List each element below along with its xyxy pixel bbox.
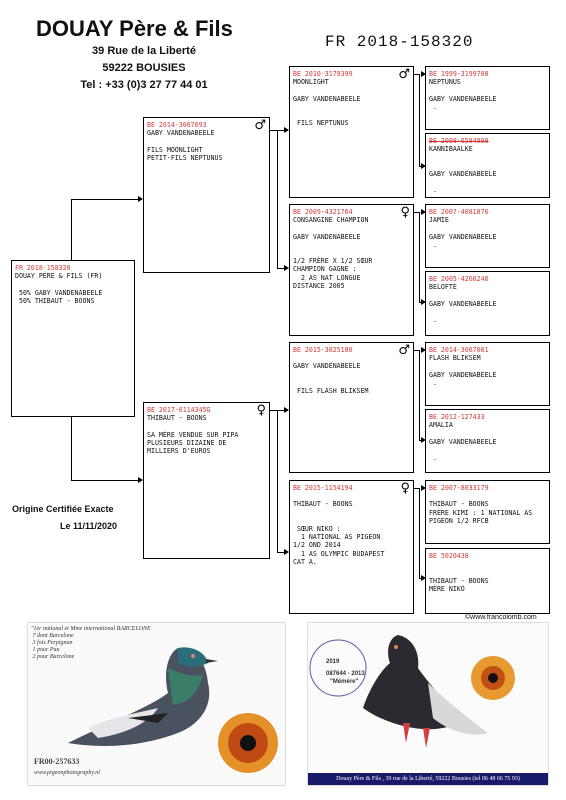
great-grandparent-card — [425, 204, 550, 268]
pigeon-photo-left — [27, 622, 286, 786]
female-icon: ♀ — [400, 205, 410, 220]
great-grandparent-card — [425, 548, 550, 614]
paternal-grandmother-card — [289, 204, 414, 336]
maternal-grandmother-card — [289, 480, 414, 614]
photo-right-year: 2019 — [326, 659, 340, 665]
father-card — [143, 117, 270, 273]
mother-details: THIBAUT - BOONS SA MÈRE VENDUE SUR PIPA PLUSIEURS DIZAINE DE MILLIERS D'EUROS — [147, 414, 239, 456]
great-grandparent-details: AMALIA GABY VANDENABEELE . — [429, 421, 497, 463]
mm-ring: BE 2015-1154194 — [293, 484, 353, 492]
great-grandparent-ring: BE 2005-4260240 — [429, 275, 489, 283]
fm-ring: BE 2009-4321764 — [293, 208, 353, 216]
pigeon-photo-right — [307, 622, 549, 786]
mf-details: GABY VANDENABEELE FILS FLASH BLIKSEM — [293, 362, 369, 396]
pedigree-ring-title: FR 2018-158320 — [325, 33, 474, 51]
subject-details: DOUAY PÈRE & FILS (FR) 50% GABY VANDENABEELE 50% THIBAUT - BOONS — [15, 272, 103, 305]
fm-details: CONSANGINE CHAMPION GABY VANDENABEELE 1/2 FRÈRE X 1/2 SŒUR CHAMPION GAGNE : 2 AS NAT LONGUE DISTANCE 2005 — [293, 216, 373, 290]
male-icon: ♂ — [398, 343, 410, 358]
great-grandparent-ring: BE 2014-3067001 — [429, 346, 489, 354]
great-grandparent-details: THIBAUT - BOONS MÈRE NIKO — [429, 576, 489, 593]
female-icon: ♀ — [256, 403, 266, 418]
father-ring: BE 2014-3067093 — [147, 121, 207, 129]
great-grandparent-ring: BE 2012-127433 — [429, 413, 485, 421]
father-details: GABY VANDENABEELE FILS MOONLIGHT PETIT-FILS NEPTUNUS — [147, 129, 223, 162]
ff-details: MOONLIGHT GABY VANDENABEELE FILS NEPTUNUS — [293, 78, 361, 128]
female-icon: ♀ — [400, 481, 410, 496]
great-grandparent-card — [425, 66, 550, 130]
photo-left-site: www.pigeonphotography.nl — [34, 770, 100, 776]
great-grandparent-details: JAMIE GABY VANDENABEELE . — [429, 216, 497, 249]
male-icon: ♂ — [254, 118, 266, 133]
great-grandparent-details: THIBAUT - BOONS FRÈRE KIMI : 1 NATIONAL AS PIGEON 1/2 RFCB — [429, 500, 533, 525]
great-grandparent-details: NEPTUNUS GABY VANDENABEELE . — [429, 78, 497, 111]
maternal-grandfather-card — [289, 342, 414, 473]
great-grandparent-details: KANNIBAALKE GABY VANDENABEELE . — [429, 145, 497, 195]
subject-ring: FR 2018-158320 — [15, 264, 71, 272]
breeder-phone: Tel : +33 (0)3 27 77 44 01 — [80, 79, 208, 91]
breeder-name: DOUAY Père & Fils — [36, 16, 233, 41]
great-grandparent-ring: BE 5020438 — [429, 552, 469, 560]
great-grandparent-details: BELOFTE GABY VANDENABEELE . — [429, 283, 497, 325]
photo-right-footer: Douay Père & Fils , 39 rue de la Liberté, 59222 Bousies (tel 06 48 66 75 93) — [308, 773, 548, 785]
great-grandparent-card — [425, 342, 550, 406]
great-grandparent-card — [425, 409, 550, 473]
pigeon-image-right — [308, 623, 548, 785]
paternal-grandfather-card — [289, 66, 414, 198]
mother-card — [143, 402, 270, 559]
mother-ring: BE 2017-6114345G — [147, 406, 211, 414]
photo-left-ring: FR00-257633 — [34, 757, 80, 766]
great-grandparent-card — [425, 271, 550, 336]
great-grandparent-ring: BE 2007-4081876 — [429, 208, 489, 216]
great-grandparent-ring: BE 1999-3199708 — [429, 70, 489, 78]
great-grandparent-ring: BE 2008-6584998 — [429, 137, 489, 145]
mf-ring: BE 2015-3025180 — [293, 346, 353, 354]
certification-text: Origine Certifiée Exacte — [12, 504, 114, 514]
photo-right-badge: 087644 - 2013 — [326, 671, 365, 677]
breeder-city: 59222 BOUSIES — [102, 62, 186, 74]
subject-card — [11, 260, 135, 417]
photo-right-name: "Mémère" — [330, 679, 359, 685]
great-grandparent-card — [425, 133, 550, 198]
breeder-address: 39 Rue de la Liberté — [92, 45, 196, 57]
great-grandparent-ring: BE 2007-8033179 — [429, 484, 489, 492]
male-icon: ♂ — [398, 67, 410, 82]
great-grandparent-card — [425, 480, 550, 544]
copyright-text: ©www.francolomb.com — [465, 614, 537, 621]
ff-ring: BE 2010-3179399 — [293, 70, 353, 78]
great-grandparent-details: FLASH BLIKSEM GABY VANDENABEELE . — [429, 354, 497, 387]
certification-date: Le 11/11/2020 — [60, 521, 118, 531]
photo-left-caption: "1er national et Mme international BARCELONE 7 dont Barcelone 3 fois Perpignan 1 pour Pau 2 pour Barcelone — [31, 626, 151, 660]
mm-details: THIBAUT - BOONS SŒUR NIKO : 1 NATIONAL AS PIGEON 1/2 OND 2014 1 AS OLYMPIC BUDAPEST CAT A. — [293, 500, 385, 566]
